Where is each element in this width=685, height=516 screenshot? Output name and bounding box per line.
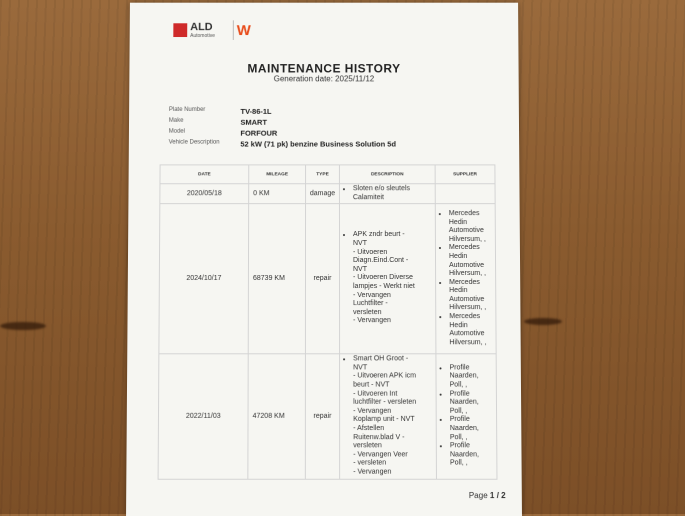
- logo-brand: ALD: [190, 21, 212, 33]
- header-type: TYPE: [306, 165, 340, 184]
- supplier-item: • Profile Naarden, Poll, ,: [450, 442, 495, 468]
- document-title: MAINTENANCE HISTORY: [129, 62, 518, 76]
- description-item: • APK zndr beurt - NVT - Uitvoeren Diagn.Eind.Cont - NVT - Uitvoeren Diverse lampjes - Werkt niet - Vervangen Luchtfilter - versleten - Vervangen: [353, 231, 434, 326]
- document-page: [126, 3, 522, 516]
- wood-knot: [524, 318, 562, 325]
- vehicle-info-key: Model: [169, 129, 239, 135]
- header-date: DATE: [160, 165, 249, 184]
- table-row: [160, 184, 495, 204]
- company-logo: [173, 20, 282, 42]
- cell-supplier: [435, 204, 496, 354]
- page-separator: /: [497, 491, 499, 500]
- table-row: [158, 354, 497, 479]
- cell-supplier: [436, 354, 497, 479]
- cell-type: repair: [305, 204, 339, 354]
- cell-date: 2020/05/18: [160, 184, 249, 204]
- supplier-item: • Mercedes Hedin Automotive Hilversum, ,: [449, 244, 494, 278]
- cell-supplier: [435, 184, 495, 204]
- header-mileage: MILEAGE: [249, 165, 306, 184]
- supplier-item: • Profile Naarden, Poll, ,: [450, 390, 495, 416]
- ald-logo-icon: [173, 23, 187, 37]
- cell-mileage: 47208 KM: [248, 354, 306, 479]
- table-row: [159, 204, 496, 354]
- partner-logo-icon: W: [237, 22, 249, 39]
- vehicle-info-key: Make: [169, 118, 239, 124]
- cell-description: [340, 354, 437, 479]
- page-current: 1: [490, 491, 495, 500]
- vehicle-info-value: SMART: [240, 118, 267, 127]
- generation-date: Generation date: 2025/11/12: [129, 74, 518, 83]
- supplier-item: • Mercedes Hedin Automotive Hilversum, ,: [449, 313, 494, 348]
- cell-description: [339, 204, 435, 354]
- header-description: DESCRIPTION: [339, 165, 435, 184]
- vehicle-info-value: TV-86-1L: [240, 107, 271, 116]
- cell-date: 2024/10/17: [159, 204, 249, 354]
- page-number: [469, 491, 506, 500]
- logo-divider: [233, 20, 234, 40]
- page-label: Page: [469, 491, 488, 500]
- supplier-item: • Mercedes Hedin Automotive Hilversum, ,: [449, 279, 494, 313]
- supplier-item: • Mercedes Hedin Automotive Hilversum, ,: [449, 210, 494, 244]
- cell-mileage: 68739 KM: [248, 204, 305, 354]
- table-header-row: [160, 165, 495, 184]
- supplier-item: • Profile Naarden, Poll, ,: [450, 364, 495, 390]
- supplier-item: • Profile Naarden, Poll, ,: [450, 416, 495, 442]
- page-total: 2: [501, 491, 506, 500]
- cell-mileage: 0 KM: [249, 184, 306, 204]
- logo-sub: Automotive: [190, 33, 215, 39]
- cell-type: repair: [305, 354, 339, 479]
- cell-description: [339, 184, 435, 204]
- vehicle-info-key: Plate Number: [169, 107, 239, 113]
- description-item: • Smart OH Groot - NVT - Uitvoeren APK icm beurt - NVT - Uitvoeren Int luchtfilter - versleten - Vervangen Koplamp unit - NVT - Afstellen Ruitenw.blad V - versleten - Vervangen Veer - versleten - Vervangen: [353, 356, 435, 478]
- vehicle-info-key: Vehicle Description: [169, 140, 239, 146]
- cell-date: 2022/11/03: [158, 354, 248, 479]
- vehicle-info-value: 52 kW (71 pk) benzine Business Solution 5d: [240, 140, 396, 149]
- maintenance-table: [158, 164, 498, 479]
- cell-type: damage: [306, 184, 340, 204]
- wood-knot: [0, 322, 46, 330]
- header-supplier: SUPPLIER: [435, 165, 495, 184]
- vehicle-info-value: FORFOUR: [240, 129, 277, 138]
- description-item: • Sloten e/o sleutels Calamiteit: [353, 185, 434, 202]
